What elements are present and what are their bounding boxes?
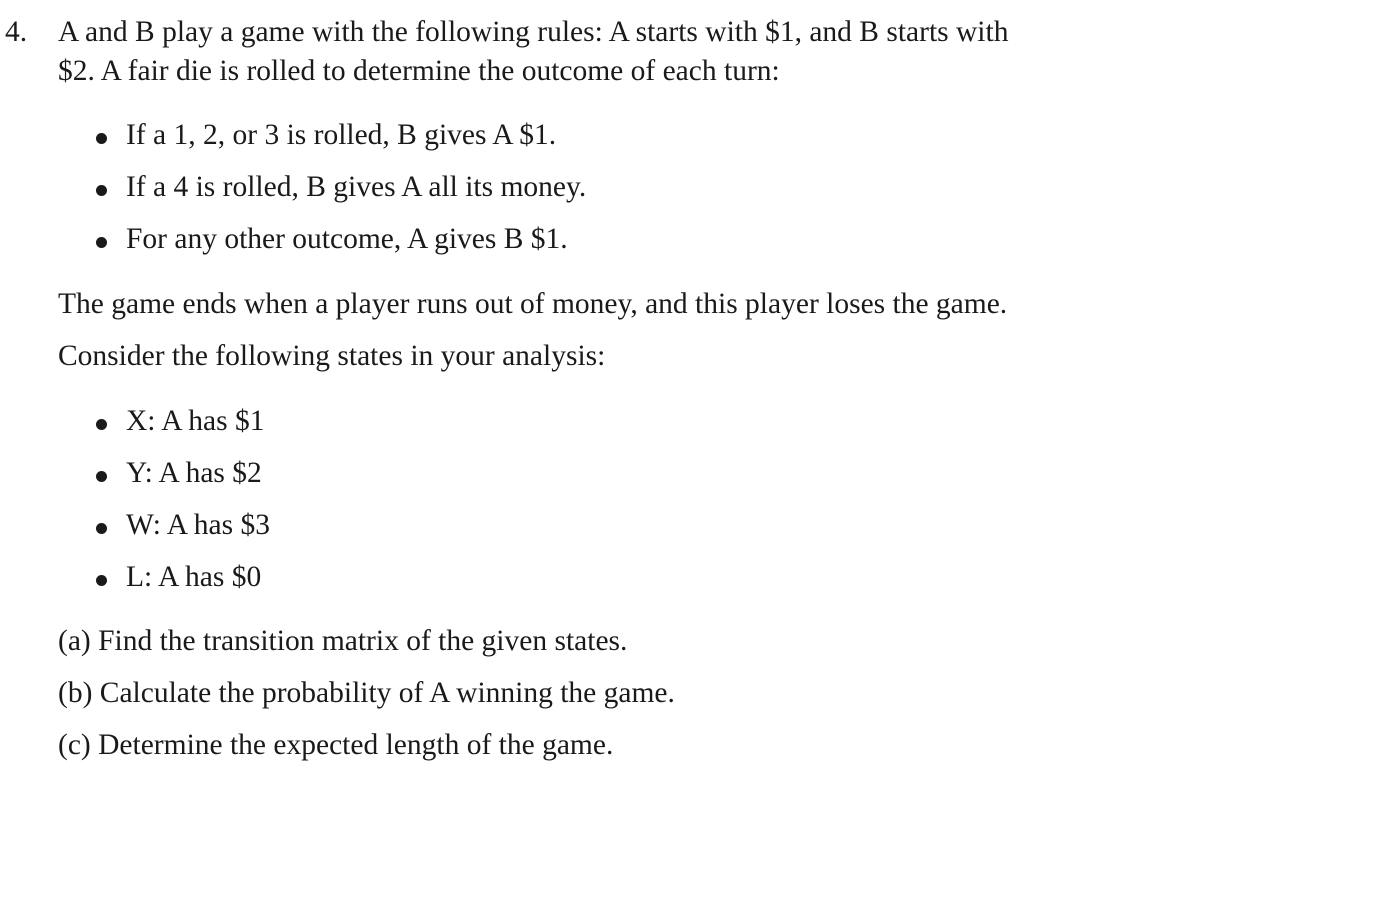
bullet-icon bbox=[96, 237, 107, 248]
bullet-icon bbox=[96, 575, 107, 586]
question-b: (b) Calculate the probability of A winning the game. bbox=[58, 677, 675, 709]
rules-list bbox=[96, 116, 586, 272]
rule-item bbox=[96, 168, 586, 220]
state-item bbox=[96, 558, 270, 610]
rule-item bbox=[96, 116, 586, 168]
question-a: (a) Find the transition matrix of the given states. bbox=[58, 625, 628, 657]
bullet-icon bbox=[96, 523, 107, 534]
bullet-icon bbox=[96, 185, 107, 196]
bullet-icon bbox=[96, 133, 107, 144]
stem-line-1: A and B play a game with the following rules: A starts with $1, and B starts with bbox=[58, 16, 1009, 48]
state-text: Y: A has $2 bbox=[126, 457, 262, 489]
bullet-icon bbox=[96, 471, 107, 482]
question-c: (c) Determine the expected length of the game. bbox=[58, 729, 614, 761]
rule-item bbox=[96, 220, 586, 272]
rule-text: If a 1, 2, or 3 is rolled, B gives A $1. bbox=[126, 119, 557, 151]
states-list bbox=[96, 402, 270, 610]
ending-paragraph: The game ends when a player runs out of money, and this player loses the game. bbox=[58, 288, 1008, 320]
rule-text: If a 4 is rolled, B gives A all its money. bbox=[126, 171, 587, 203]
state-item bbox=[96, 506, 270, 558]
state-text: X: A has $1 bbox=[126, 405, 265, 437]
problem-number: 4. bbox=[5, 16, 28, 48]
rule-text: For any other outcome, A gives B $1. bbox=[126, 223, 568, 255]
state-text: W: A has $3 bbox=[126, 509, 270, 541]
state-item bbox=[96, 402, 270, 454]
bullet-icon bbox=[96, 419, 107, 430]
stem-line-2: $2. A fair die is rolled to determine the outcome of each turn: bbox=[58, 55, 780, 87]
state-item bbox=[96, 454, 270, 506]
problem-stem bbox=[58, 13, 1258, 91]
states-intro: Consider the following states in your analysis: bbox=[58, 340, 606, 372]
state-text: L: A has $0 bbox=[126, 561, 262, 593]
